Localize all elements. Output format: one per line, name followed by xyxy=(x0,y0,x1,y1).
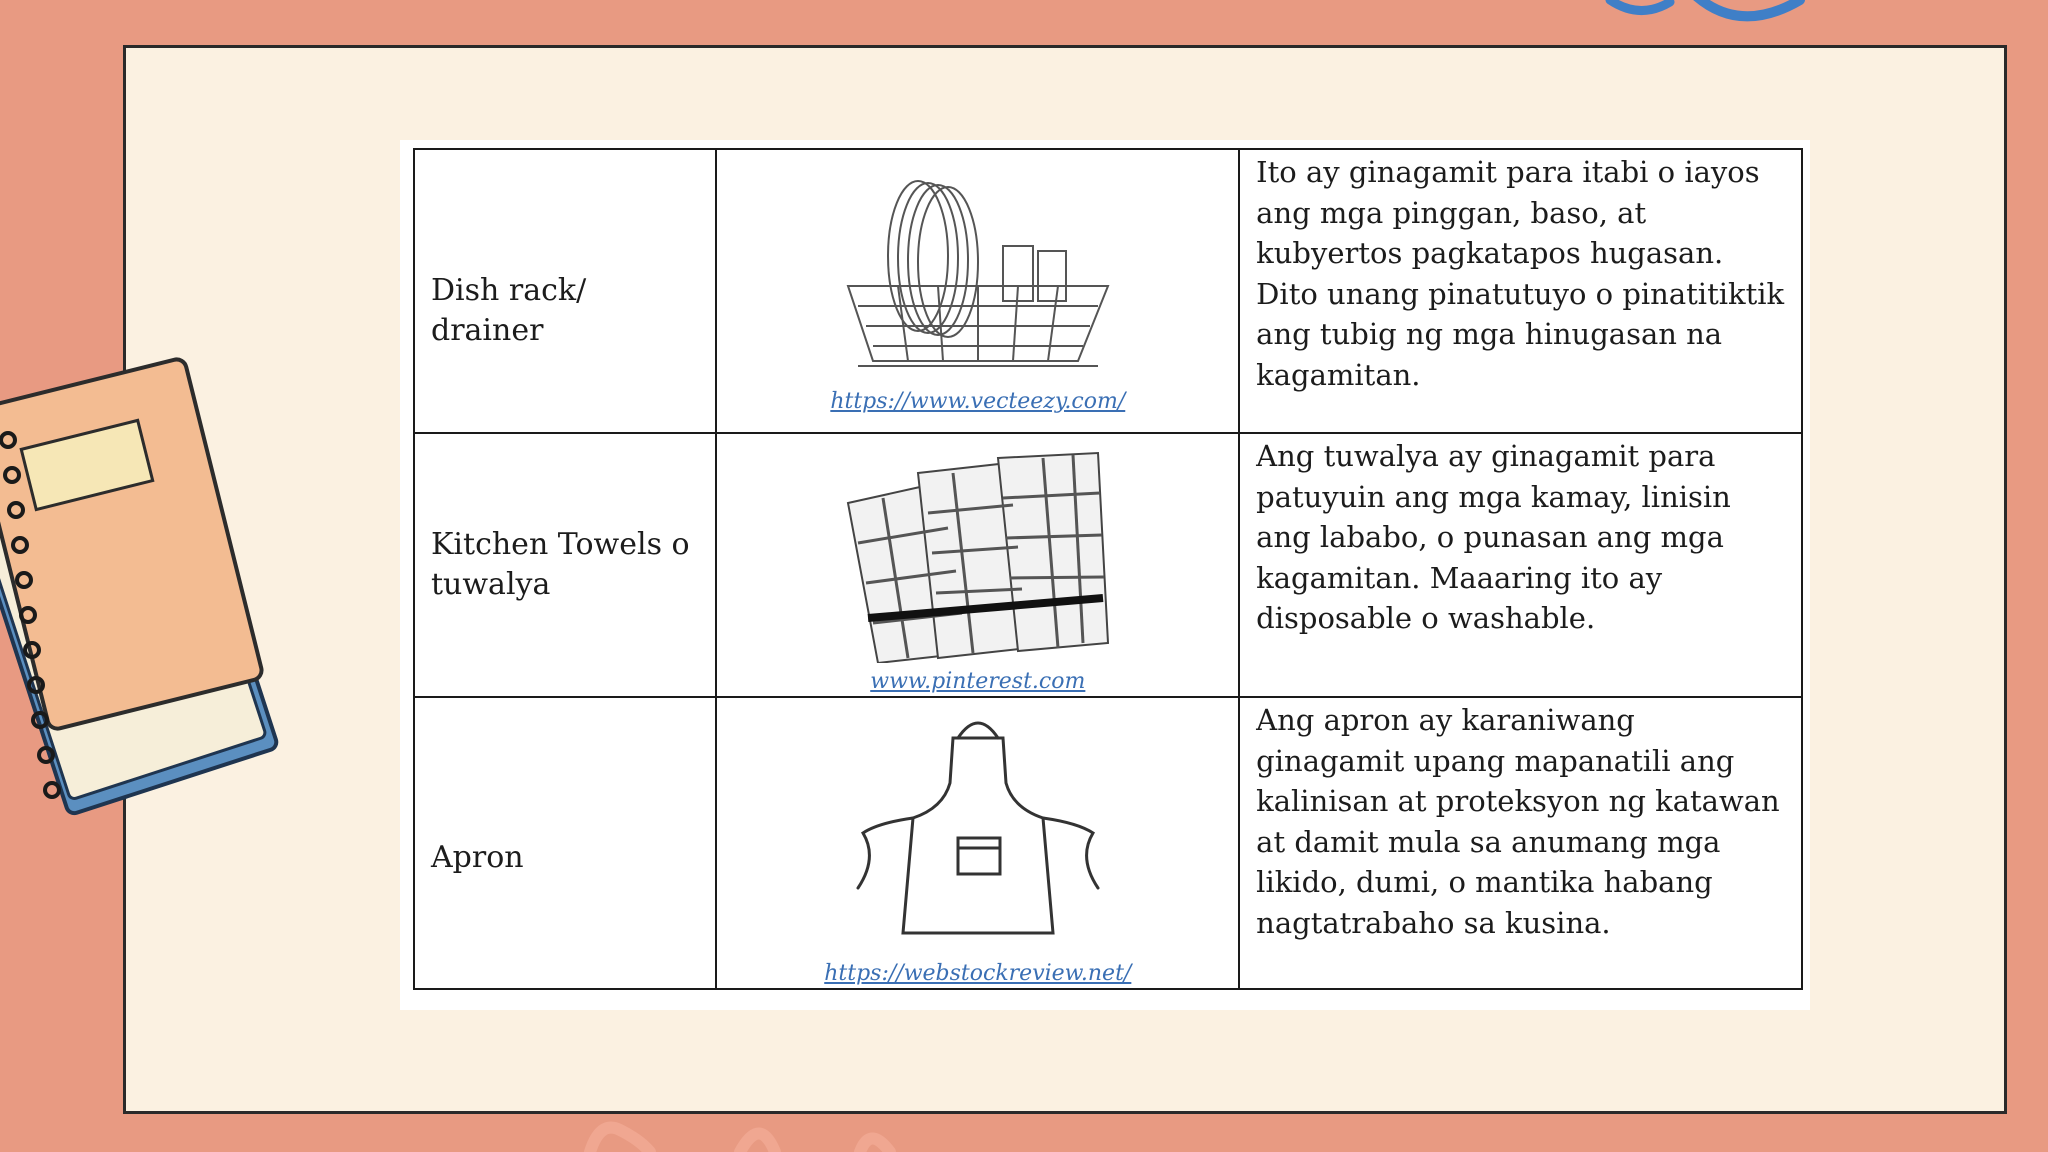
item-name: Kitchen Towels o tuwalya xyxy=(431,527,690,602)
item-name-cell xyxy=(414,433,716,697)
table-row xyxy=(414,697,1802,989)
pink-squiggle-decoration xyxy=(560,1110,980,1152)
table-row xyxy=(414,149,1802,433)
item-image-cell xyxy=(716,433,1239,697)
image-source-link[interactable]: www.pinterest.com xyxy=(870,669,1086,694)
kitchen-tools-table xyxy=(413,148,1803,990)
kitchen-towels-image xyxy=(828,443,1128,663)
item-name: Dish rack/ drainer xyxy=(431,273,587,348)
blue-swirl-decoration xyxy=(1600,0,1840,40)
item-description: Ang apron ay karaniwang ginagamit upang mapanatili ang kalinisan at proteksyon ng katawan at damit mula sa anumang mga likido, dumi, o mantika habang nagtatrabaho sa kusina. xyxy=(1239,697,1802,989)
item-image-cell xyxy=(716,149,1239,433)
item-name: Apron xyxy=(431,840,524,875)
item-description: Ito ay ginagamit para itabi o iayos ang mga pinggan, baso, at kubyertos pagkatapos hugasan. Dito unang pinatutuyo o pinatitiktik ang tubig ng mga hinugasan na kagamitan. xyxy=(1239,149,1802,433)
notebooks-illustration xyxy=(0,315,300,855)
item-image-cell xyxy=(716,697,1239,989)
kitchen-tools-table-container xyxy=(400,140,1810,1010)
item-name-cell xyxy=(414,697,716,989)
dish-rack-image xyxy=(828,176,1128,386)
apron-image xyxy=(838,708,1118,948)
table-row xyxy=(414,433,1802,697)
item-name-cell xyxy=(414,149,716,433)
image-source-link[interactable]: https://webstockreview.net/ xyxy=(824,961,1132,986)
item-description: Ang tuwalya ay ginagamit para patuyuin ang mga kamay, linisin ang lababo, o punasan ang mga kagamitan. Maaaring ito ay disposable o washable. xyxy=(1239,433,1802,697)
image-source-link[interactable]: https://www.vecteezy.com/ xyxy=(830,389,1126,414)
